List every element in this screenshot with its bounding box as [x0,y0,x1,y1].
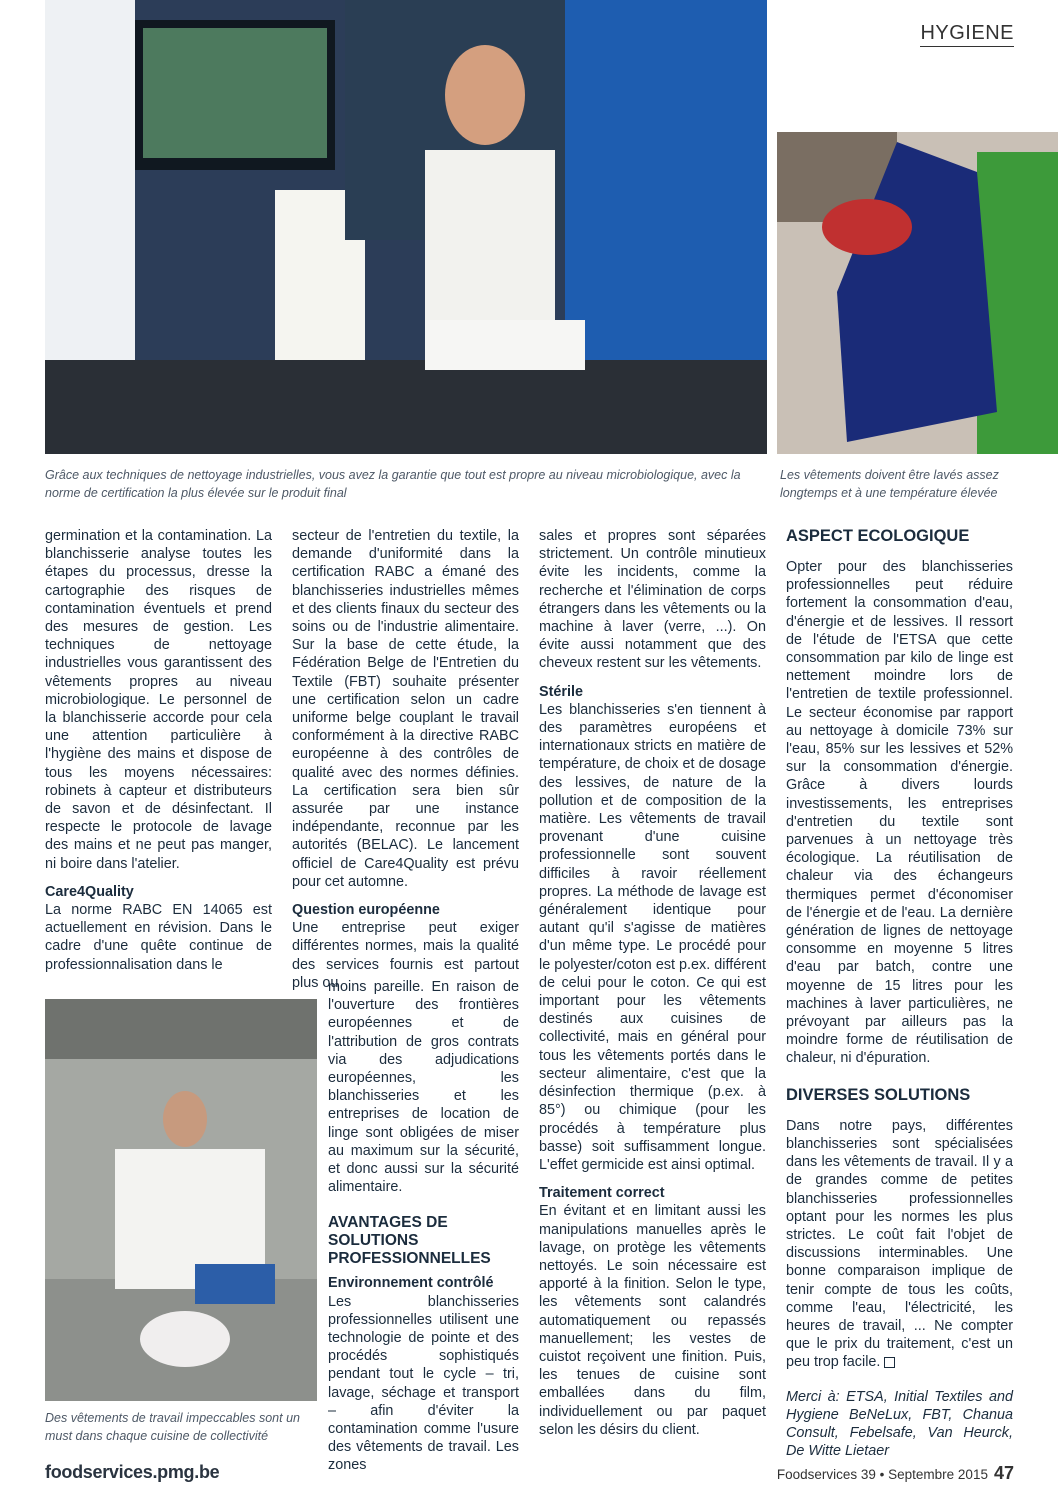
paragraph-with-end-mark [786,1117,1013,1372]
column-2-continued [328,978,519,1475]
heading-diverses-solutions: DIVERSES SOLUTIONS [786,1085,971,1104]
paragraph: Opter pour des blanchisseries professionnelles peut réduire fortement la consommation d'eau, d'énergie et de lessives. Il ressort de l'étude de l'ETSA que cette consommation par kilo de linge est nettement moindre lors de l'entretien de textile professionnel. Le secteur économise par rapport au nettoyage à domicile 73% sur l'eau, 85% sur les lessives et 52% sur la consommation d'énergie. Grâce à divers lourds investissements, les entreprises d'entretien du textile sont parvenues à un nettoyage très écologique. La réutilisation de chaleur via des échangeurs thermiques permet d'économiser de l'énergie et de l'eau. La dernière génération de lignes de nettoyage consomme en moyenne 5 litres d'eau par batch, contre une moyenne de 15 litres pour les machines à laver particulières, ne prévoyant par ailleurs pas la moindre forme de réutilisation de chaleur, ni d'épuration. [786,559,1013,1067]
chef-illustration [45,999,317,1401]
chef-photo [45,999,317,1401]
subheading-environnement-controle: Environnement contrôlé [328,1275,494,1292]
apron-photo-caption: Les vêtements doivent être lavés assez longtemps et à une température élevée [780,468,999,500]
heading-aspect-ecologique: ASPECT ECOLOGIQUE [786,527,970,545]
chef-photo-caption: Des vêtements de travail impeccables sont un must dans chaque cuisine de collectivité [45,1411,300,1443]
column-1 [45,527,272,974]
main-photo-caption: Grâce aux techniques de nettoyage industrielles, vous avez la garantie que tout est propre au niveau microbiologique, avec la norme de certification la plus élevée sur le produit final [45,468,741,500]
footer-issue [777,1463,1014,1484]
column-2 [292,527,519,992]
paragraph: Les blanchisseries s'en tiennent à des paramètres européens et internationaux stricts en matière de température, de choix et de dosage des lessives, de nature de la pollution et de composition de la matière. Les vêtements de travail provenant d'une cuisine professionnelle sont souvent difficiles à ravoir réellement propres. La méthode de lavage est généralement identique pour autant qu'il s'agisse de matières d'un même type. Le procédé pour le polyester/coton est p.ex. différent de celui pour le coton. Ce qui est important pour les vêtements destinés aux cuisines de collectivité, mais en général pour tous les vêtements portés dans le secteur alimentaire, c'est que la désinfection thermique (p.ex. à 85°) ou chimique (pour les procédés à température plus basse) soit suffisamment longue. L'effet germicide est ainsi optimal. [539,701,766,1173]
section-tag: HYGIENE [920,22,1014,47]
column-3 [539,527,766,1439]
subheading-question-europeenne: Question européenne [292,902,440,919]
footer-site: foodservices.pmg.be [45,1462,220,1482]
column-4 [786,527,1013,1460]
end-of-article-icon [884,1357,895,1368]
apron-photo [777,132,1058,454]
heading-avantages: AVANTAGES DE SOLUTIONS PROFESSIONNELLES [328,1214,491,1268]
paragraph: germination et la contamination. La blanchisserie analyse toutes les étapes du processus, dresse la cartographie des risques de contamination éventuels et prend des mesures de gestion. Les techniques de nettoyage industrielles vous garantissent des vêtements propres au niveau microbiologique. Le personnel de la blanchisserie accorde pour cela une attention particulière à l'hygiène des mains et dispose de tous les moyens nécessaires: robinets à capteur et distributeurs de savon et de désinfectant. Il respecte le protocole de lavage des mains et ne peut pas manger, ni boire dans l'atelier. [45,528,272,872]
laundry-worker-illustration [45,0,767,454]
paragraph: Une entreprise peut exiger différentes normes, mais la qualité des services fournis est partout plus ou [292,920,519,991]
paragraph: moins pareille. En raison de l'ouverture des frontières européennes et de l'attribution de gros contrats via des adjudications européennes, les blanchisseries et les entreprises de location de linge sont obligées de miser au maximum sur la sécurité, et donc aussi sur la sécurité alimentaire. [328,979,519,1196]
paragraph: En évitant et en limitant aussi les manipulations manuelles après le lavage, on protège les vêtements nettoyés. Le soin nécessaire est apporté à la finition. Selon le type, les vêtements sont calandrés automatiquement ou repassés manuellement; les vestes de cuistot reçoivent une finition. Puis, les tenues de cuisine sont emballées dans du film, individuellement ou par paquet selon les désirs du client. [539,1203,766,1438]
apron-illustration [777,132,1058,454]
paragraph: sales et propres sont séparées strictement. Un contrôle minutieux évite les incidents, comme la recherche et l'élimination de corps étrangers dans les vêtements ou la machine à laver (verre, ...). On évite aussi notamment que des cheveux restent sur les vêtements. [539,528,766,672]
paragraph: La norme RABC EN 14065 est actuellement en révision. Dans le cadre d'une quête continue de professionnalisation dans le [45,902,272,973]
footer-issue-text: Foodservices 39 • Septembre 2015 [776,1467,988,1482]
acknowledgements: Merci à: ETSA, Initial Textiles and Hygiene BeNeLux, FBT, Chanua Consult, Febelsafe, Van Heurck, De Witte Lietaer [786,1388,1013,1460]
page-number: 47 [993,1463,1014,1483]
paragraph: Les blanchisseries professionnelles utilisent une technologie de pointe et des procédés sophistiqués pendant tout le cycle – tri, lavage, séchage et transport – afin d'éviter la contamination comme l'usure des vêtements de travail. Les zones [328,1293,519,1474]
subheading-traitement-correct: Traitement correct [539,1185,665,1202]
subheading-care4quality: Care4Quality [45,883,134,900]
laundry-worker-photo [45,0,767,454]
paragraph: secteur de l'entretien du textile, la demande d'uniformité dans la certification RABC a émané des blanchisseries industrielles mêmes et des clients finaux du secteur des soins ou de l'industrie alimentaire. Sur la base de cette étude, la Fédération Belge de l'Entretien du Textile (FBT) souhaite présenter une certification selon un cadre uniforme belge couplant le travail conformément à la directive RABC européenne à des contrôles de qualité avec des normes définies. La certification sera bien sûr assurée par une instance indépendante, reconnue par les autorités (BELAC). Le lancement officiel de Care4Quality est prévu pour cet automne. [292,528,519,890]
paragraph-text: Dans notre pays, différentes blanchisseries sont spécialisées dans les vêtements de travail. Il y a de grandes comme de petites blanchisseries professionnelles optant pour les normes les plus strictes. Le coût fait l'objet de discussions interminables. Une bonne comparaison implique de tenir compte de tous les coûts, comme l'eau, l'électricité, les heures de travail, ... Ne compter que le prix du traitement, c'est un peu trop facile. [786,1117,1013,1371]
subheading-sterile: Stérile [539,683,583,700]
